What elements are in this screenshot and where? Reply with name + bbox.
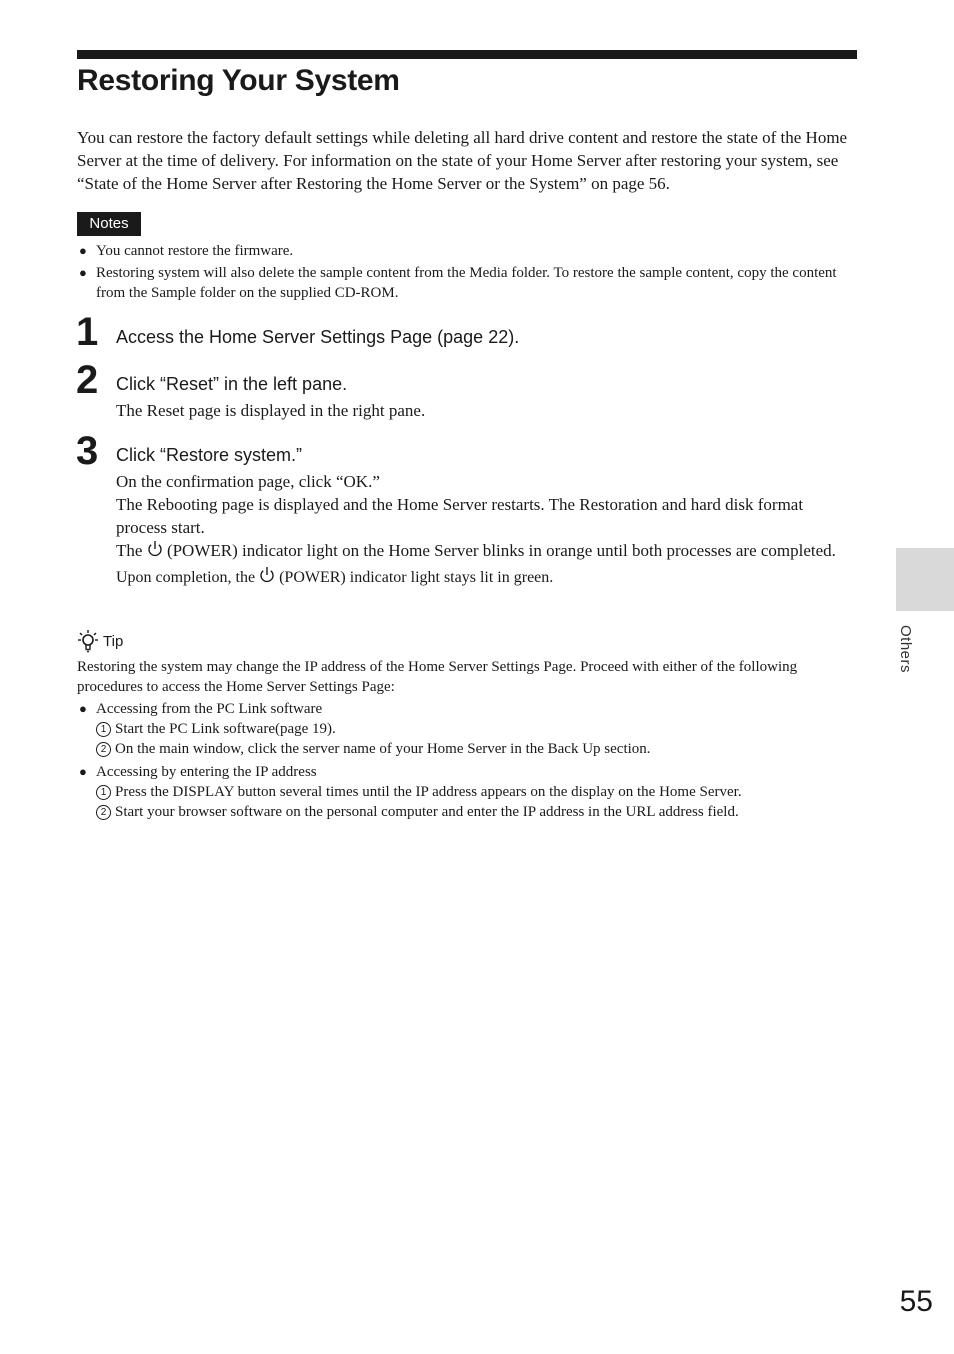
step-text: The Reset page is displayed in the right pane.: [116, 401, 426, 420]
tip-substep-text: Press the DISPLAY button several times until the IP address appears on the display on the Home Server.: [115, 784, 742, 800]
step-text-part: (POWER) indicator light stays lit in green.: [279, 569, 554, 586]
tip-item-title: Accessing from the PC Link software: [96, 701, 323, 717]
step-text-part: Upon completion, the: [116, 569, 256, 586]
bullet-icon: ●: [79, 764, 87, 779]
intro-paragraph: You can restore the factory default settings while deleting all hard drive content and restore the state of the Home Server at the time of delivery. For information on the state of your Home Server after restoring your system, see “State of the Home Server after Restoring the Home Server or the System” on page 56.: [77, 128, 848, 193]
circled-number: 1: [96, 722, 111, 737]
header-rule: [77, 50, 857, 59]
tip-item: [77, 699, 857, 759]
bullet-icon: ●: [79, 701, 87, 716]
notes-badge: Notes: [77, 212, 141, 236]
step-number: 3: [76, 429, 99, 473]
note-text: Restoring system will also delete the sample content from the Media folder. To restore the sample content, copy the content from the Sample folder on the supplied CD-ROM.: [96, 265, 837, 301]
step-text-part: (POWER) indicator light on the Home Server blinks in orange until both processes are completed.: [166, 541, 836, 560]
step-number: 1: [76, 310, 99, 354]
tip-header: [77, 629, 123, 653]
note-item: [77, 241, 857, 261]
notes-list: [77, 241, 857, 305]
page-number: 55: [899, 1285, 933, 1318]
note-item: [77, 263, 857, 303]
note-text: You cannot restore the firmware.: [96, 243, 294, 259]
step-text: On the confirmation page, click “OK.”: [116, 472, 380, 491]
step-text: [116, 566, 856, 589]
side-tab-label: Others: [897, 625, 914, 674]
step-text: [116, 539, 856, 562]
step-text-part: The: [116, 541, 143, 560]
tip-item-title: Accessing by entering the IP address: [96, 764, 317, 780]
tip-label: Tip: [103, 632, 124, 650]
bullet-icon: ●: [79, 243, 87, 258]
tip-text: Restoring the system may change the IP address of the Home Server Settings Page. Proceed with either of the following procedures to access the Home Server Settings Page:: [77, 659, 798, 695]
tip-substep: [77, 719, 857, 739]
step-text: The Rebooting page is displayed and the Home Server restarts. The Restoration and hard disk format process start.: [116, 495, 804, 537]
tip-list: [77, 699, 857, 824]
tip-substep-text: Start your browser software on the personal computer and enter the IP address in the URL address field.: [115, 804, 739, 820]
circled-number: 2: [96, 742, 111, 757]
step-heading: Click “Reset” in the left pane.: [116, 374, 348, 394]
tip-substep: [96, 802, 857, 822]
lightbulb-icon: [77, 629, 99, 653]
step-heading: Access the Home Server Settings Page (page 22).: [116, 327, 520, 347]
side-tab: [896, 548, 954, 611]
step-body: [116, 470, 856, 589]
power-icon: [147, 540, 163, 558]
tip-substep-text: On the main window, click the server name of your Home Server in the Back Up section.: [115, 741, 651, 757]
step-heading: Click “Restore system.”: [116, 445, 303, 465]
tip-substep-text: Start the PC Link software(page 19).: [115, 721, 336, 737]
power-icon: [259, 566, 275, 584]
step-number: 2: [76, 358, 99, 402]
step-body: [116, 399, 856, 422]
circled-number: 1: [96, 785, 111, 800]
page-title: Restoring Your System: [77, 64, 400, 97]
circled-number: 2: [96, 805, 111, 820]
bullet-icon: ●: [79, 265, 87, 280]
tip-item: [77, 762, 857, 822]
tip-substep: [96, 739, 857, 759]
tip-substep: [96, 782, 857, 802]
